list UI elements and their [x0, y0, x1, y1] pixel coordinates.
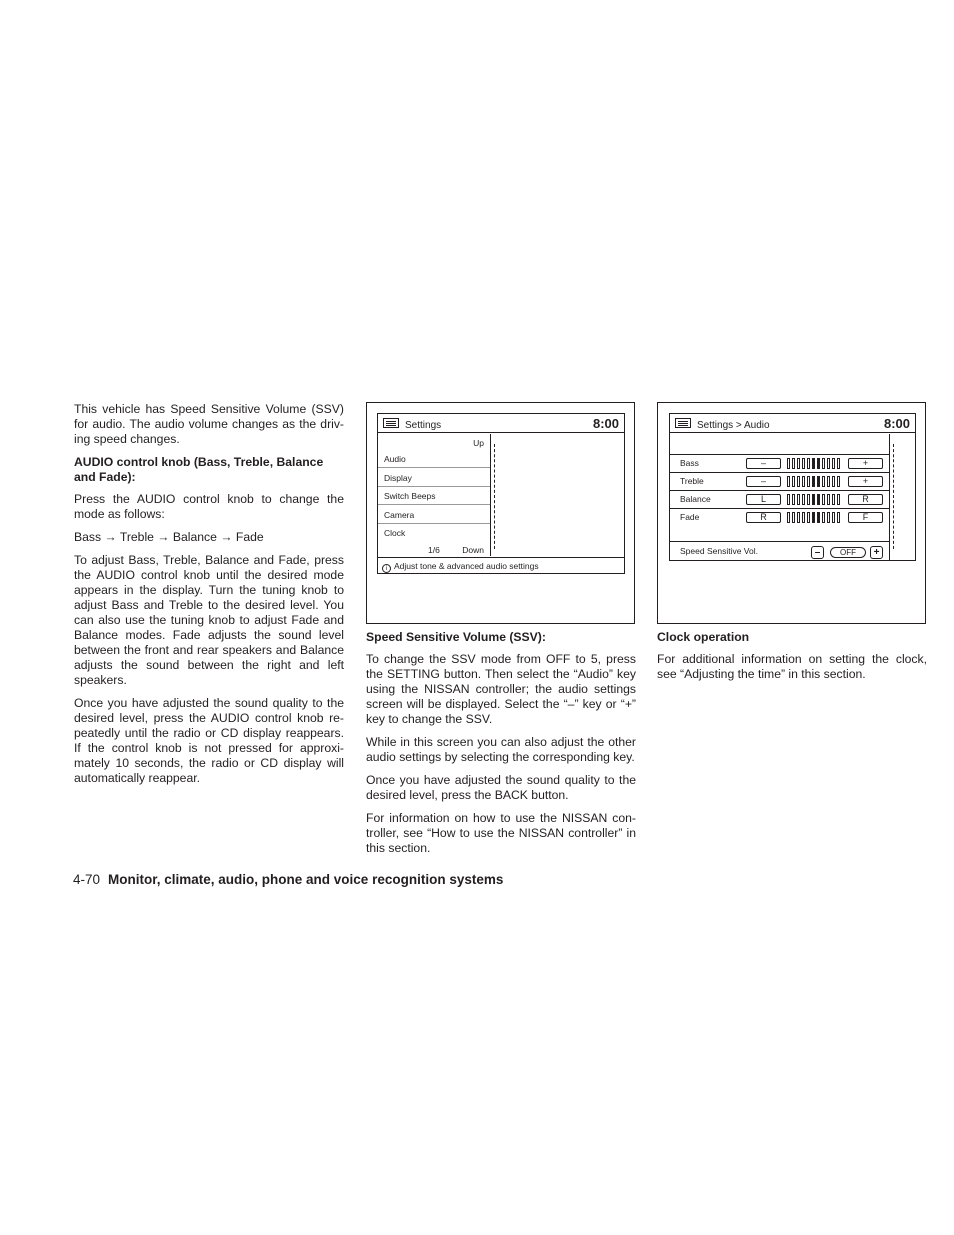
level-bar [807, 494, 810, 505]
level-bar [787, 458, 790, 469]
balance-level-meter [787, 494, 845, 505]
menu-item-audio[interactable]: Audio [378, 450, 490, 468]
level-bar [832, 476, 835, 487]
bass-label: Bass [680, 458, 699, 468]
audio-knob-heading: AUDIO control knob (Bass, Treble, Balance and Fade): [74, 455, 324, 484]
ssv-decrease-button[interactable]: – [811, 546, 824, 559]
fade-label: Fade [680, 512, 700, 522]
treble-row [670, 472, 889, 490]
level-bar [812, 458, 815, 469]
level-bar [807, 458, 810, 469]
level-bar [797, 476, 800, 487]
menu-item-switch-beeps[interactable]: Switch Beeps [378, 487, 490, 505]
settings-menu-icon [383, 418, 399, 428]
fade-row [670, 508, 889, 526]
ssv-label: Speed Sensitive Vol. [680, 546, 758, 556]
column-left [74, 402, 344, 794]
balance-left-button[interactable]: L [746, 494, 781, 505]
audio-settings-screen [669, 413, 916, 561]
other-settings-paragraph: While in this screen you can also adjust the other audio settings by selecting the corresponding key. [366, 735, 636, 764]
page-indicator: 1/6 [428, 545, 440, 555]
level-bar [817, 494, 820, 505]
level-bar [822, 476, 825, 487]
level-bar [797, 512, 800, 523]
level-bar [792, 512, 795, 523]
level-bar [787, 512, 790, 523]
level-bar [832, 458, 835, 469]
balance-right-button[interactable]: R [848, 494, 883, 505]
screen-header [670, 414, 915, 433]
level-bar [797, 494, 800, 505]
ssv-heading: Speed Sensitive Volume (SSV): [366, 630, 546, 644]
level-bar [807, 512, 810, 523]
level-bar [812, 512, 815, 523]
balance-row [670, 490, 889, 508]
treble-increase-button[interactable]: + [848, 476, 883, 487]
menu-item-display[interactable]: Display [378, 469, 490, 487]
info-icon: i [382, 564, 391, 573]
menu-item-clock[interactable]: Clock [384, 528, 406, 538]
treble-level-meter [787, 476, 845, 487]
level-bar [802, 476, 805, 487]
screen-title: Settings > Audio [697, 420, 770, 431]
adjust-paragraph: To adjust Bass, Treble, Balance and Fade, press the AUDIO control knob until the desired mode appears in the display. Turn the tuning knob to adjust Bass and Treble to the desired level. You can also use the tuning knob to adjust Fade and Balance modes. Fade adjusts the sound level between the front and rear speakers and Balance adjusts the sound between the right and left speakers. [74, 553, 344, 687]
level-bar [827, 512, 830, 523]
level-bar [802, 458, 805, 469]
level-bar [827, 494, 830, 505]
bass-level-meter [787, 458, 845, 469]
settings-screen [377, 413, 625, 574]
column-right [657, 402, 927, 690]
bass-increase-button[interactable]: + [848, 458, 883, 469]
clock-time: 8:00 [592, 416, 619, 431]
menu-footer [378, 543, 490, 556]
fade-rear-button[interactable]: R [746, 512, 781, 523]
settings-screen-figure [366, 402, 635, 624]
mode-sequence: Bass → Treble → Balance → Fade [74, 530, 264, 544]
reappear-paragraph: Once you have adjusted the sound quality to the desired level, press the AUDIO control knob re-peatedly until the radio or CD display reappears. If the control knob is not pressed for approxi-mately 10 seconds, the radio or CD display will automatically reappear. [74, 696, 344, 785]
level-bar [812, 476, 815, 487]
ssv-change-paragraph: To change the SSV mode from OFF to 5, press the SETTING button. Then select the “Audio” key using the NISSAN controller; the audio settings screen will be displayed. Select the “–” key or “+” key to change the SSV. [366, 652, 636, 726]
scrollbar[interactable] [490, 434, 500, 556]
level-bar [827, 476, 830, 487]
page-number: 4-70 [73, 872, 101, 887]
level-bar [832, 494, 835, 505]
level-bar [797, 458, 800, 469]
level-bar [827, 458, 830, 469]
level-bar [792, 476, 795, 487]
level-bar [822, 458, 825, 469]
scroll-down-button[interactable]: Down [462, 545, 484, 555]
clock-heading: Clock operation [657, 630, 750, 644]
audio-knob-paragraph: Press the AUDIO control knob to change the mode as follows: [74, 492, 344, 521]
page-footer [73, 872, 503, 887]
treble-decrease-button[interactable]: – [746, 476, 781, 487]
level-bar [792, 458, 795, 469]
fade-front-button[interactable]: F [848, 512, 883, 523]
level-bar [817, 458, 820, 469]
fade-level-meter [787, 512, 845, 523]
balance-label: Balance [680, 494, 711, 504]
level-bar [817, 512, 820, 523]
treble-label: Treble [680, 476, 704, 486]
status-bar [378, 557, 624, 574]
level-bar [787, 476, 790, 487]
scroll-up-button[interactable]: Up [473, 438, 484, 448]
section-title: Monitor, climate, audio, phone and voice recognition systems [108, 872, 504, 887]
back-button-paragraph: Once you have adjusted the sound quality to the desired level, press the BACK button. [366, 773, 636, 802]
controller-info-paragraph: For information on how to use the NISSAN con-troller, see “How to use the NISSAN controller” in this section. [366, 811, 636, 855]
level-bar [802, 494, 805, 505]
status-text: Adjust tone & advanced audio settings [394, 561, 539, 571]
bass-row [670, 454, 889, 472]
level-bar [817, 476, 820, 487]
audio-screen-figure [657, 402, 926, 624]
level-bar [822, 512, 825, 523]
settings-menu-icon [675, 418, 691, 428]
ssv-intro-paragraph: This vehicle has Speed Sensitive Volume (SSV) for audio. The audio volume changes as the driv-ing speed changes. [74, 402, 344, 446]
ssv-increase-button[interactable]: + [870, 546, 883, 559]
level-bar [812, 494, 815, 505]
level-bar [802, 512, 805, 523]
clock-time: 8:00 [883, 416, 910, 431]
level-bar [837, 512, 840, 523]
bass-decrease-button[interactable]: – [746, 458, 781, 469]
clock-paragraph: For additional information on setting the clock, see “Adjusting the time” in this section. [657, 652, 927, 681]
level-bar [832, 512, 835, 523]
level-bar [807, 476, 810, 487]
level-bar [787, 494, 790, 505]
ssv-row [670, 541, 889, 561]
level-bar [822, 494, 825, 505]
level-bar [837, 494, 840, 505]
ssv-value: OFF [830, 547, 866, 558]
column-middle [366, 402, 636, 864]
level-bar [837, 476, 840, 487]
screen-header [378, 414, 624, 433]
scrollbar[interactable] [889, 434, 899, 561]
level-bar [792, 494, 795, 505]
screen-title: Settings [405, 420, 442, 431]
menu-item-camera[interactable]: Camera [378, 506, 490, 524]
level-bar [837, 458, 840, 469]
